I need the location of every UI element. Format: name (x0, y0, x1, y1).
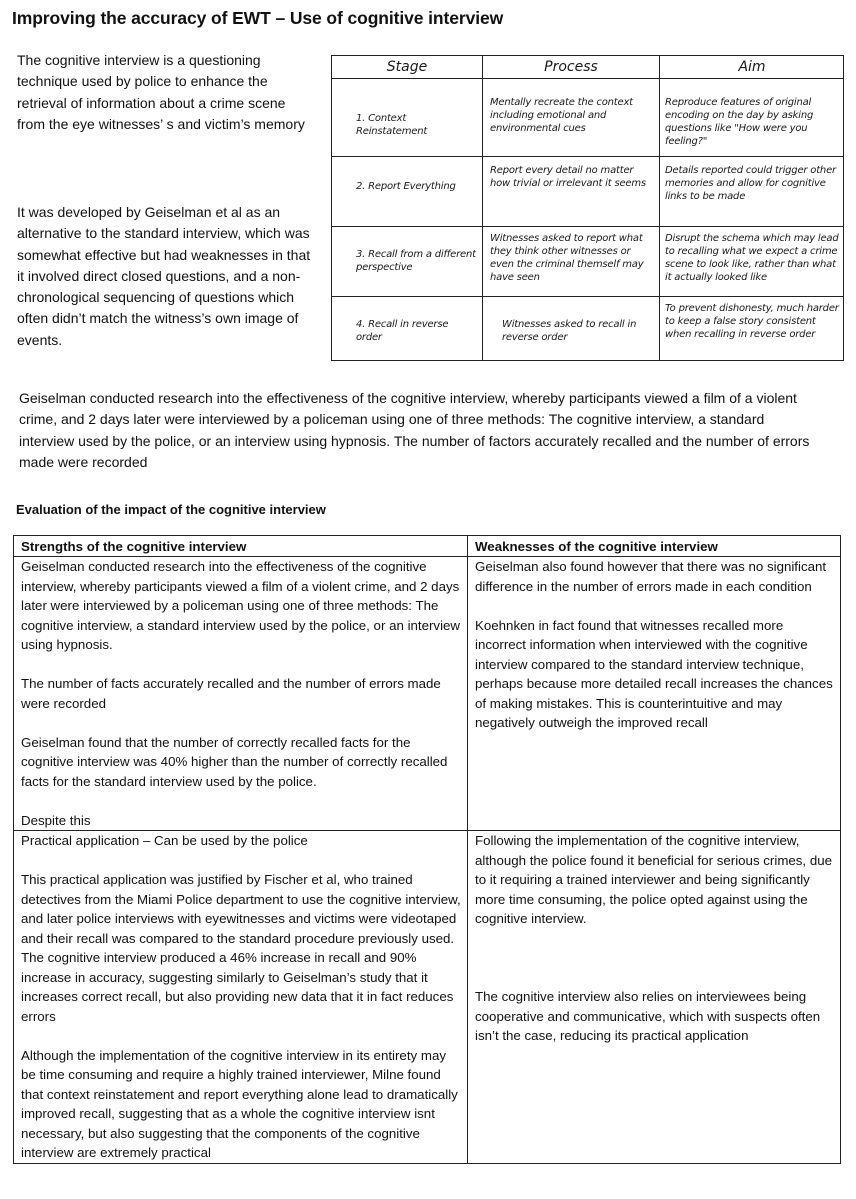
weakness-text: Koehnken in fact found that witnesses recalled more incorrect information when interviewed with the cognitive interview compared to the standard interview technique, perhaps because more detailed recall increases the chances of making mistakes. This is counterintuitive and may negatively outweigh the improved recall (475, 617, 833, 730)
evaluation-row-application (14, 831, 841, 1164)
strength-text: Although the implementation of the cognitive interview in its entirety may be time consuming and require a highly trained interviewer, Milne found that context reinstatement and report everything alone lead to dramatically improved recall, suggesting that as a whole the cognitive interview isnt necessary, but also suggesting that the components of the cognitive interview are extremely practical (21, 1047, 458, 1160)
intro-definition (17, 50, 317, 135)
weakness-text: The cognitive interview also relies on interviewees being cooperative and communicative, which with suspects often isn’t the case, reducing its practical application (475, 989, 821, 1043)
aim-3: Disrupt the schema which may lead to recalling what we expect a crime scene to look like, rather than what it actually looked like (665, 233, 839, 283)
weaknesses-cell-1 (468, 557, 841, 831)
strength-text: Practical application – Can be used by the police (21, 833, 308, 848)
process-3: Witnesses asked to report what they think other witnesses or even the criminal themself may have seen (490, 233, 644, 283)
intro-paragraph-1: The cognitive interview is a questioning technique used by police to enhance the retrieval of information about a crime scene from the eye witnesses’ s and victim’s memory (17, 52, 305, 132)
page-title: Improving the accuracy of EWT – Use of cognitive interview (12, 8, 504, 28)
process-2: Report every detail no matter how trivial or irrelevant it seems (490, 165, 646, 189)
evaluation-heading: Evaluation of the impact of the cognitive interview (16, 502, 326, 517)
strength-text: The number of facts accurately recalled and the number of errors made were recorded (21, 676, 441, 711)
evaluation-row-research (14, 557, 841, 831)
process-4: Witnesses asked to recall in reverse order (502, 319, 637, 343)
strength-text: Geiselman conducted research into the effectiveness of the cognitive interview, whereby participants viewed a film of a violent crime, and 2 days later were interviewed by a policeman using one of three methods: The cognitive interview, a standard interview used by the police, or an interview using hypnosis. (21, 559, 461, 652)
stage-2: 2. Report Everything (356, 181, 456, 192)
stage-1: 1. Context Reinstatement (356, 113, 428, 137)
weakness-text: Geiselman also found however that there was no significant difference in the number of errors made in each condition (475, 559, 827, 594)
strength-text: This practical application was justified by Fischer et al, who trained detectives from the Miami Police department to use the cognitive interview, and later police interviews with eyewitnesses and victims were videotaped and their recall was compared to the standard procedure previously used. The cognitive interview produced a 46% increase in recall and 90% increase in accuracy, suggesting similarly to Geiselman’s study that it increases correct recall, but also providing new data that it in fact reduces errors (21, 872, 461, 1024)
process-1: Mentally recreate the context including emotional and environmental cues (490, 97, 633, 134)
weaknesses-cell-2 (468, 831, 841, 1164)
handwritten-stage-table (331, 55, 844, 361)
stage-4: 4. Recall in reverse order (356, 319, 449, 343)
aim-header: Aim (738, 59, 766, 75)
strength-text: Despite this (21, 812, 91, 828)
intro-history (17, 202, 317, 351)
aim-4: To prevent dishonesty, much harder to keep a false story consistent when recalling in reverse order (665, 303, 839, 340)
weakness-text: Following the implementation of the cognitive interview, although the police found it beneficial for serious crimes, due to it requiring a trained interviewer and being significantly more time consuming, the police opted against using the cognitive interview. (475, 833, 833, 926)
weaknesses-header: Weaknesses of the cognitive interview (468, 536, 841, 557)
strengths-cell-1 (14, 557, 468, 831)
aim-1: Reproduce features of original encoding on the day by asking questions like "How were you feeling?" (665, 97, 814, 147)
intro-paragraph-2: It was developed by Geiselman et al as an alternative to the standard interview, which was somewhat effective but had weaknesses in that it involved direct closed questions, and a non-chronological sequencing of questions which often didn’t match the witness’s own image of events. (17, 204, 311, 348)
evaluation-table (13, 535, 841, 1164)
process-header: Process (544, 59, 598, 75)
evaluation-header-row (14, 536, 841, 557)
strength-text: Geiselman found that the number of correctly recalled facts for the cognitive interview was 40% higher than the number of correctly recalled facts for the standard interview used by the police. (21, 734, 448, 789)
stage-header: Stage (386, 59, 428, 75)
research-paragraph: Geiselman conducted research into the effectiveness of the cognitive interview, whereby participants viewed a film of a violent crime, and 2 days later were interviewed by a policeman using one of three methods: The cognitive interview, a standard interview used by the police, or an interview using hypnosis. The number of factors accurately recalled and the number of errors made were recorded (19, 390, 810, 470)
strengths-cell-2 (14, 831, 468, 1164)
stage-3: 3. Recall from a different perspective (356, 249, 476, 273)
aim-2: Details reported could trigger other memories and allow for cognitive links to be made (665, 165, 836, 202)
strengths-header: Strengths of the cognitive interview (14, 536, 468, 557)
